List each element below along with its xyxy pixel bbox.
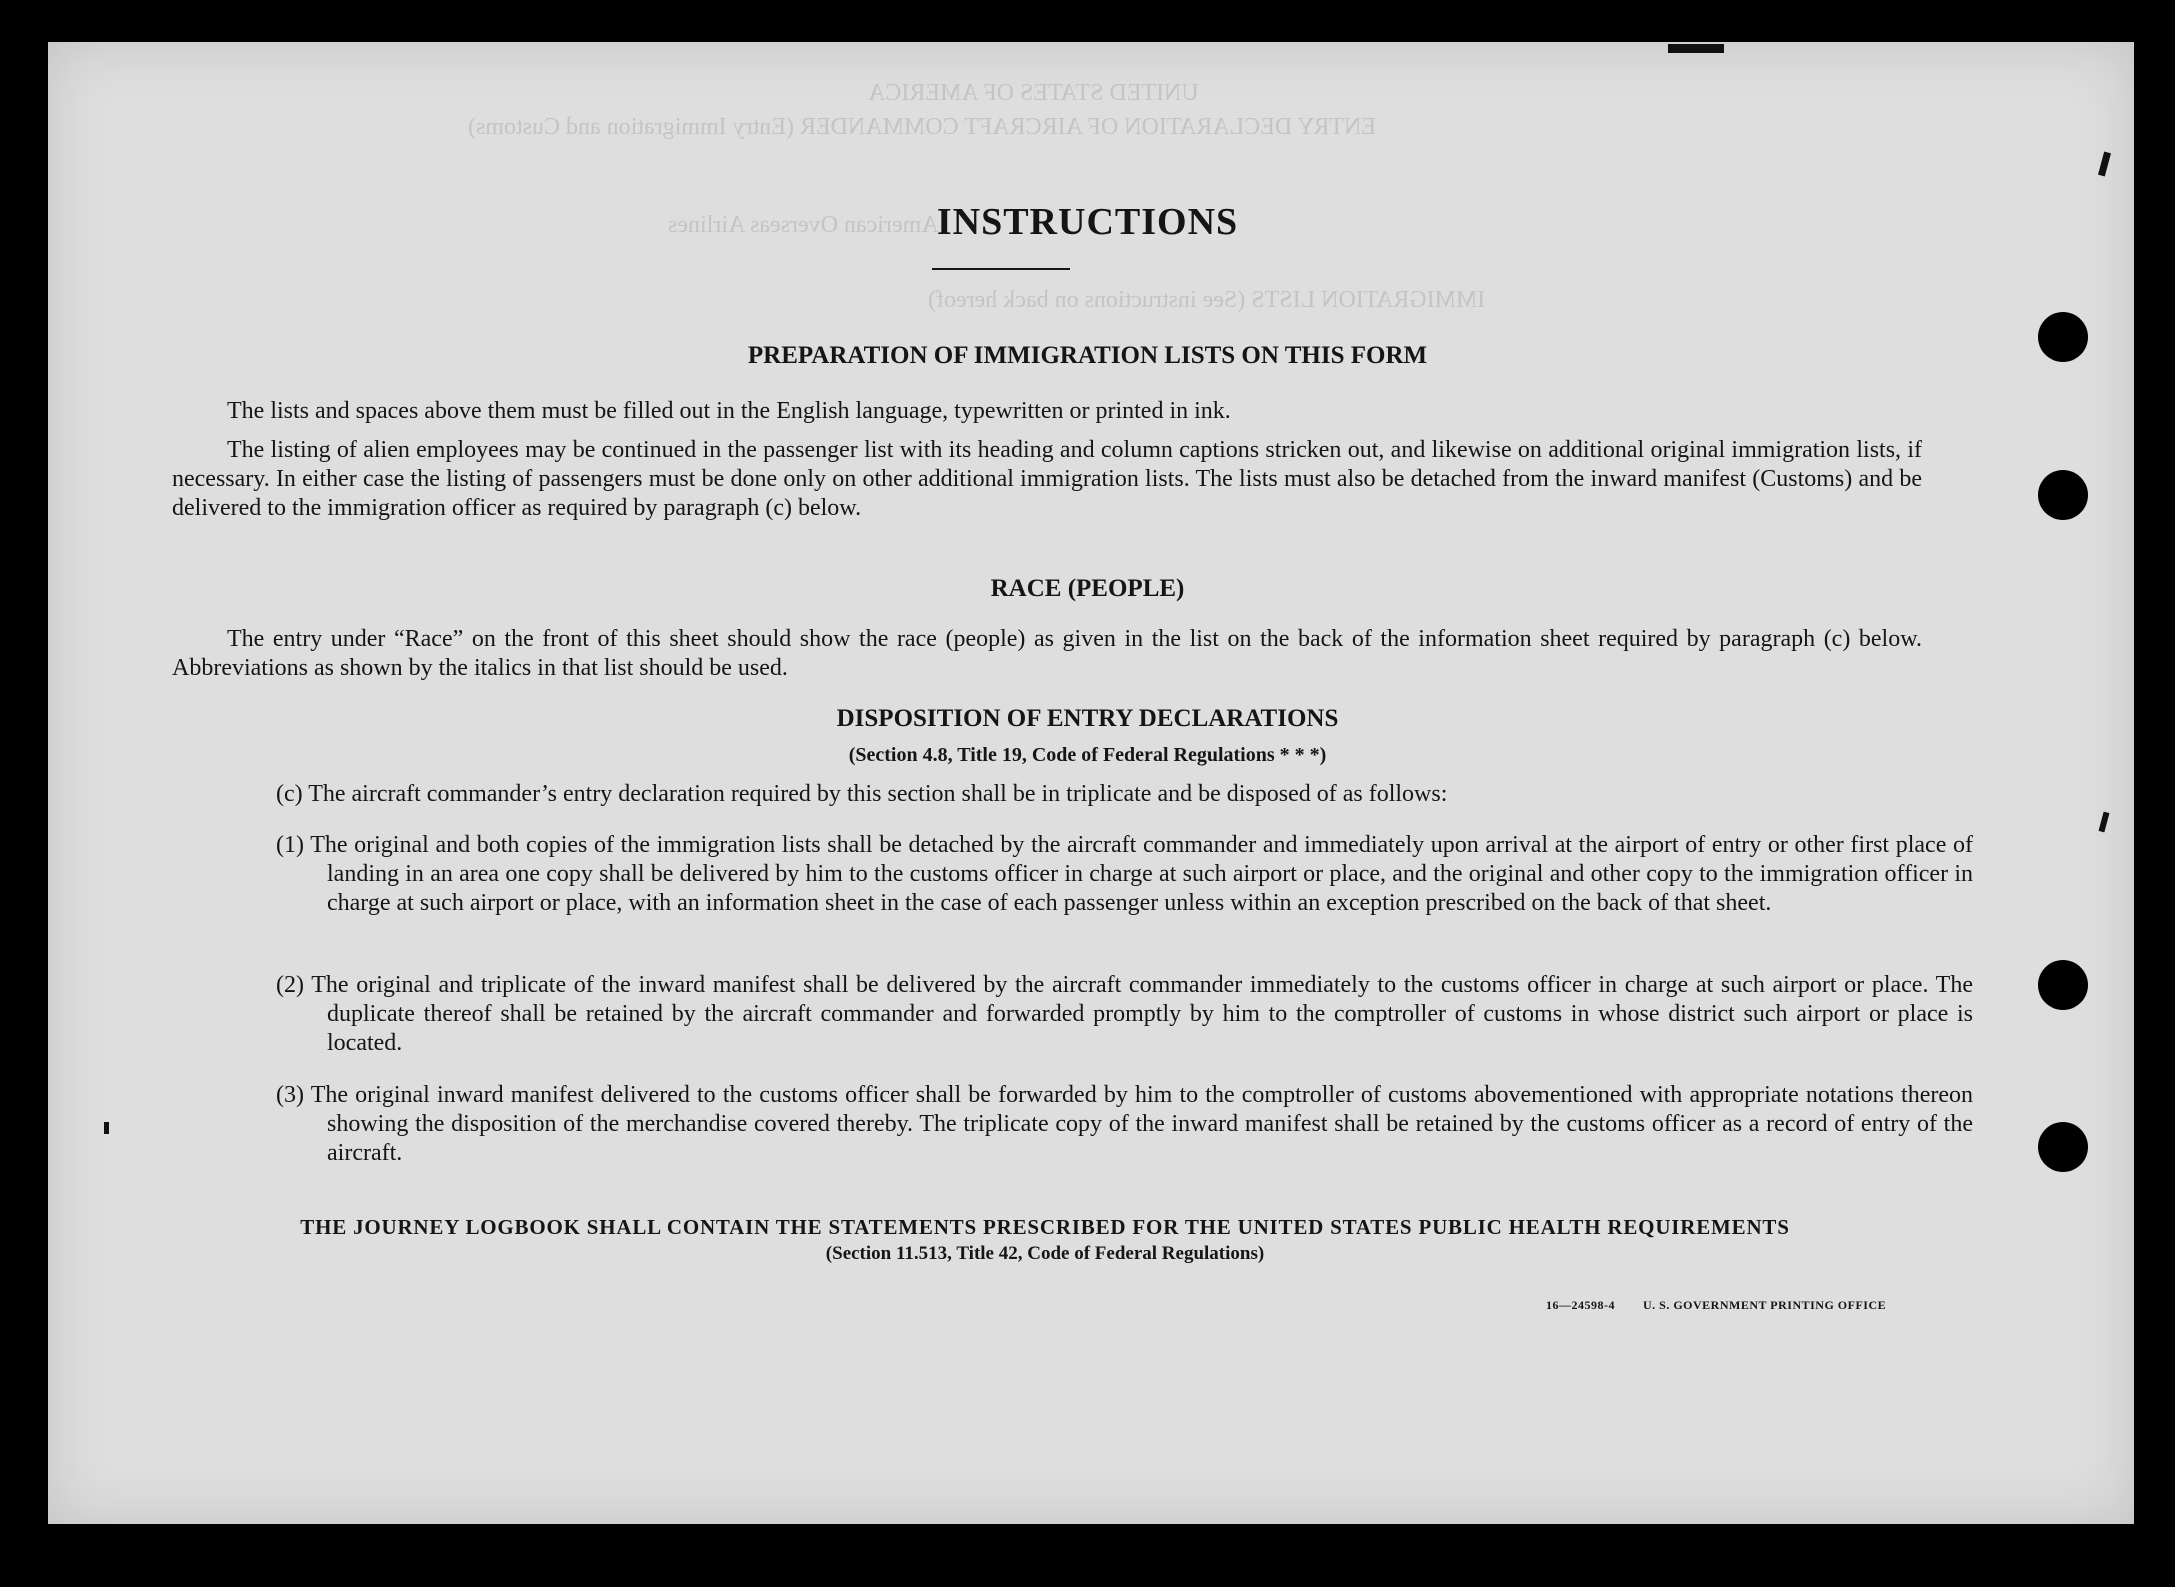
disposition-item-3: (3) The original inward manifest delivered to the customs officer shall be forwarded by him to the comptroller of customs abovementioned with appropriate notations thereon showing the disposition of the merchandise covered thereby. The triplicate copy of the inward manifest shall be retained by the customs officer as a record of entry of the aircraft.: [276, 1082, 1973, 1166]
race-heading: RACE (PEOPLE): [990, 575, 1185, 602]
health-requirements-citation: (Section 11.513, Title 42, Code of Federal Regulations): [825, 1243, 1265, 1264]
printer-imprint: [1546, 1298, 1886, 1313]
preparation-heading: PREPARATION OF IMMIGRATION LISTS ON THIS FORM: [747, 342, 1428, 369]
bleed-through-line: American Overseas Airlines: [668, 212, 939, 238]
printer-name: U. S. GOVERNMENT PRINTING OFFICE: [1643, 1298, 1887, 1312]
preparation-paragraph-2: The listing of alien employees may be continued in the passenger list with its heading and column captions stricken out, and likewise on additional original immigration lists, if necessary. In either case the listing of passengers must be done only on other additional immigration lists. The lists must also be detached from the inward manifest (Customs) and be delivered to the immigration officer as required by paragraph (c) below.: [172, 437, 1922, 521]
bleed-through-line: ENTRY DECLARATION OF AIRCRAFT COMMANDER (Entry Immigration and Customs): [468, 114, 1377, 140]
title-underline: [932, 268, 1070, 270]
bleed-through-line: UNITED STATES OF AMERICA: [868, 80, 1199, 106]
disposition-intro: (c) The aircraft commander’s entry declaration required by this section shall be in triplicate and be disposed of as follows:: [276, 781, 1448, 807]
disposition-citation: (Section 4.8, Title 19, Code of Federal Regulations * * *): [848, 744, 1327, 766]
form-number: 16—24598-4: [1546, 1298, 1615, 1312]
preparation-paragraph-1: The lists and spaces above them must be filled out in the English language, typewritten or printed in ink.: [227, 398, 1231, 424]
page-title: INSTRUCTIONS: [936, 201, 1239, 243]
health-requirements-statement: THE JOURNEY LOGBOOK SHALL CONTAIN THE STATEMENTS PRESCRIBED FOR THE UNITED STATES PUBLIC HEALTH REQUIREMENTS: [300, 1215, 1790, 1239]
disposition-item-1: (1) The original and both copies of the immigration lists shall be detached by the aircraft commander and immediately upon arrival at the airport of entry or other first place of landing in an area one copy shall be delivered by him to the customs officer in charge at such airport or place, and the original and other copy to the immigration officer in charge at such airport or place, with an information sheet in the case of each passenger unless within an exception prescribed on the back of that sheet.: [276, 832, 1973, 916]
disposition-heading: DISPOSITION OF ENTRY DECLARATIONS: [836, 705, 1339, 732]
disposition-item-2: (2) The original and triplicate of the inward manifest shall be delivered by the aircraft commander immediately to the customs officer in charge at such airport or place. The duplicate thereof shall be retained by the aircraft commander and forwarded promptly by him to the comptroller of customs in whose district such airport or place is located.: [276, 972, 1973, 1056]
bleed-through-line: IMMIGRATION LISTS (See instructions on back hereof): [928, 287, 1486, 313]
race-paragraph: The entry under “Race” on the front of this sheet should show the race (people) as given in the list on the back of the information sheet required by paragraph (c) below. Abbreviations as shown by the italics in that list should be used.: [172, 626, 1922, 681]
